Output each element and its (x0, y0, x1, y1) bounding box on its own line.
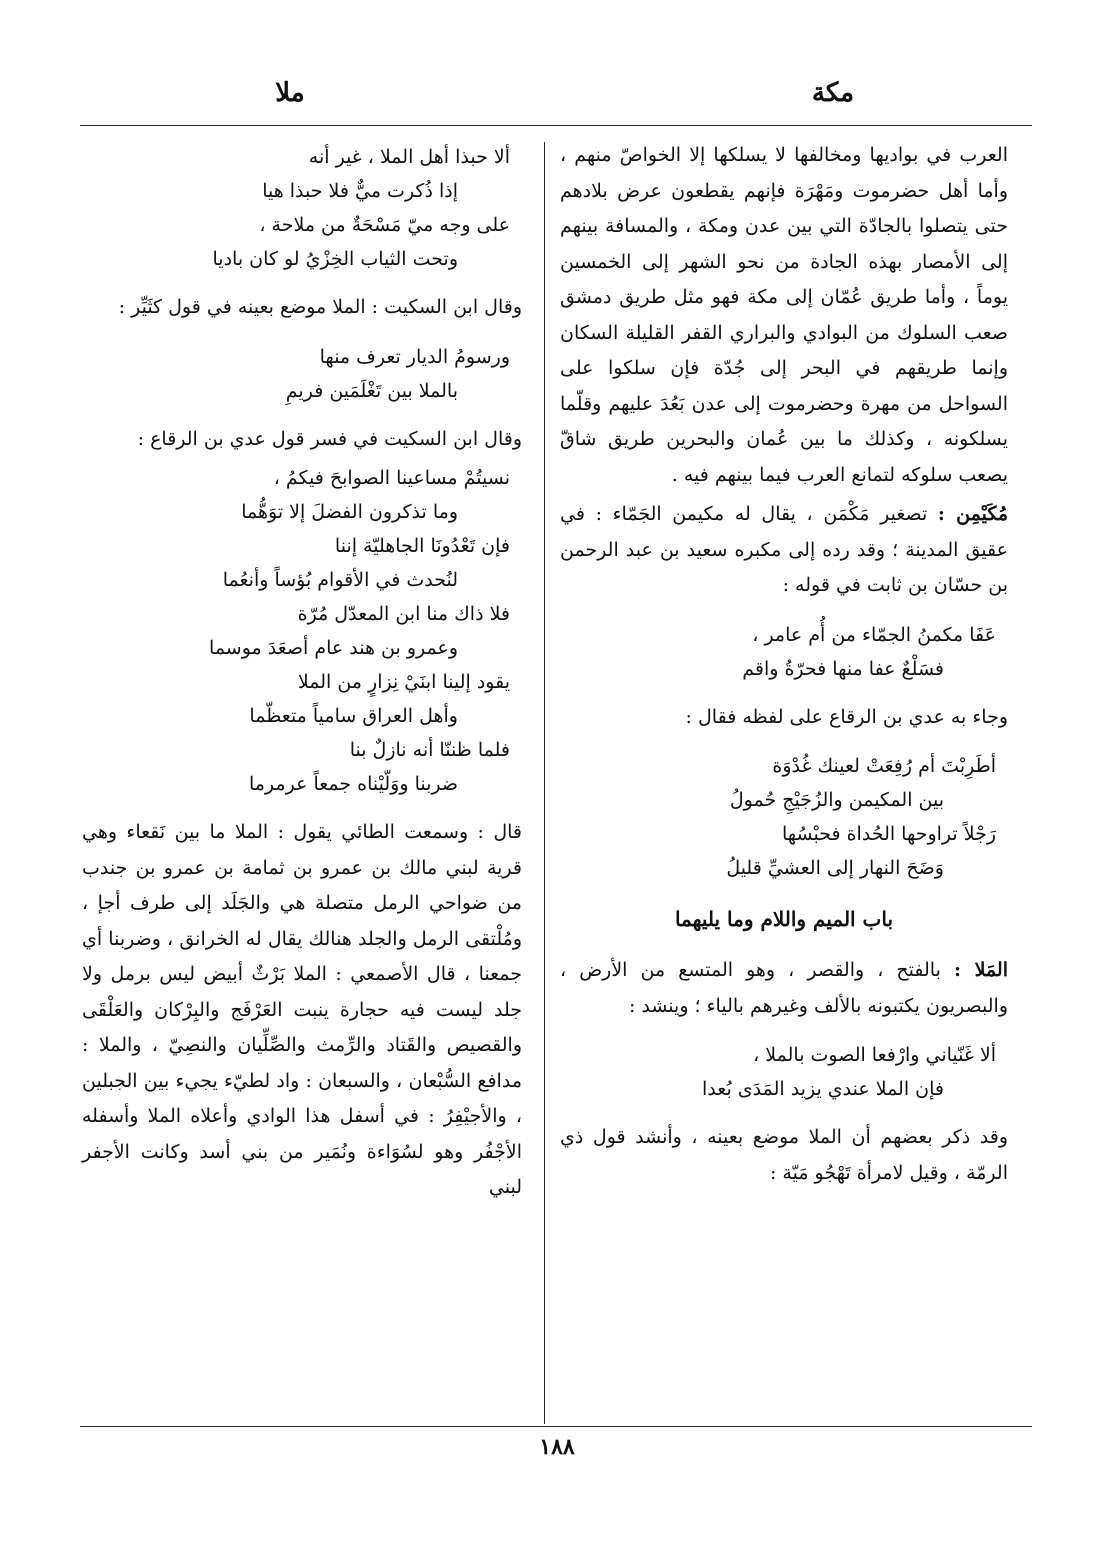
verse-line: فلا ذاك منا ابن المعدّل مُرّة (297, 603, 510, 625)
verse-3 (560, 1038, 1008, 1106)
column-divider (544, 142, 545, 1424)
entry-text-mukaymin-2: وجاء به عدي بن الرقاع على لفظه فقال : (685, 705, 1008, 728)
verse-1 (560, 618, 1008, 686)
verse-line: وَضَحَ النهار إلى العشيِّ قليلُ (726, 857, 944, 879)
ibn-sikkit-text-2: وقال ابن السكيت في فسر قول عدي بن الرقاع : (137, 427, 522, 450)
verse-line: على وجه ميّ مَسْحَةٌ من ملاحة ، (259, 214, 510, 236)
verse-line: وما تذكرون الفضلَ إلا توَهُّما (241, 501, 458, 523)
verse-line: رَجْلاً تراوحها الحُداة فحبْسُها (781, 823, 996, 845)
entry-almala (560, 953, 1008, 1024)
verse-line: فلما ظننّا أنه نازلٌ بنا (349, 739, 510, 761)
verse-4 (82, 140, 522, 276)
verse-line: ألا غَنّياني وارْفعا الصوت بالملا ، (753, 1044, 996, 1066)
entry-keyword-almala: المَلا : (953, 959, 1008, 981)
left-column (82, 138, 522, 1210)
verse-line: بين المكيمن والزُجَيْجِ حُمولُ (729, 789, 944, 811)
verse-line: لنُحدث في الأقوام بُؤساً وأنعُما (222, 569, 458, 591)
verse-line: وأهل العراق سامياً متعظّما (249, 705, 458, 727)
entry-text-almala-2: وقد ذكر بعضهم أن الملا موضع بعينه ، وأنشد قول ذي الرمّة ، وقيل لامرأة تَهْجُو مَيّة : (560, 1126, 1008, 1184)
running-header-left: ملا (275, 78, 305, 108)
verse-line: أطَرِبْتَ أم رُفِعَتْ لعينك غُدْوَة (772, 755, 996, 777)
page-number: ١٨٨ (539, 1434, 575, 1460)
right-column (560, 138, 1008, 1195)
verse-line: وتحت الثياب الخِزْيُ لو كان باديا (212, 248, 458, 270)
verse-line: وعمرو بن هند عام أصعَدَ موسما (209, 637, 458, 659)
verse-6 (82, 461, 522, 801)
verse-line: ضربنا ووَلّيْناه جمعاً عرمرما (248, 773, 458, 795)
verse-5 (82, 340, 522, 408)
entry-mukaymin (560, 497, 1008, 604)
footer-rule (80, 1426, 1032, 1427)
entry-keyword-mukaymin: مُكَيْمِن : (937, 503, 1008, 525)
verse-line: فسَلْعٌ عفا منها فحرّةُ واقم (742, 657, 944, 680)
verse-line: ورسومُ الديار تعرف منها (319, 345, 510, 368)
intro-paragraph: العرب في بواديها ومخالفها لا يسلكها إلا الخواصّ منهم ، وأما أهل حضرموت ومَهْرَة فإنهم يقطعون عرض بلادهم حتى يتصلوا بالجادّة التي بين عدن ومكة ، والمسافة بينهم إلى الأمصار بهذه الجادة من نحو الشهر إلى الخمسين يوماً ، وأما طريق عُمّان إلى مكة فهو مثل طريق دمشق صعب السلوك من البوادي والبراري القفر القليلة السكان وإنما طريقهم في البحر إلى جُدّة فإن سلكوا على السواحل من مهرة وحضرموت إلى عدن بَعُدَ عليهم وقلّما يسلكونه ، وكذلك ما بين عُمان والبحرين طريق شاقّ يصعب سلوكه لتمانع العرب فيما بينهم فيه . (560, 144, 1008, 486)
section-heading: باب الميم واللام وما يليهما (674, 907, 894, 931)
verse-line: عَفَا مكمنُ الجمّاء من أُم عامر ، (752, 623, 996, 646)
ibn-sikkit-text-1: وقال ابن السكيت : الملا موضع بعينه في قول كثَيِّر : (118, 296, 522, 318)
verse-line: نسيتُمْ مساعينا الصوابحَ فيكمُ ، (273, 467, 510, 489)
entry-text-mukaymin: تصغير مَكْمَن ، يقال له مكيمن الجَمّاء : في عقيق المدينة ؛ وقد رده إلى مكبره سعيد بن عبد الرحمن بن حسّان بن ثابت في قوله : (560, 503, 1008, 596)
verse-line: فإن تَعْدُونَا الجاهليّة إننا (334, 535, 510, 557)
verse-line: إذا ذُكرت ميٌّ فلا حبذا هيا (262, 180, 458, 202)
verse-line: بالملا بين تَغْلَمَين فريمِ (285, 379, 458, 402)
verse-line: فإن الملا عندي يزيد المَدَى بُعدا (702, 1078, 944, 1100)
running-header-right: مكة (811, 78, 855, 108)
entry-text-almala: بالفتح ، والقصر ، وهو المتسع من الأرض ، والبصريون يكتبونه بالألف وغيرهم بالياء ؛ وينشد : (560, 959, 1008, 1017)
verse-2 (560, 749, 1008, 885)
tai-quote-paragraph: قال : وسمعت الطائي يقول : الملا ما بين نَقعاء وهي قرية لبني مالك بن عمرو بن ثمامة بن عمرو بن جندب من ضواحي الرمل متصلة هي والجَلَد إلى طرف أجإ ، ومُلْتقى الرمل والجلد هنالك يقال له الخرانق ، وضربنا أي جمعنا ، قال الأصمعي : الملا بَرْثٌ أبيض ليس برمل ولا جلد ليست فيه حجارة ينبت العَرْفَج والبِرْكان والعَلْقَى والقصيص والقَتاد والرِّمث والصِّلِّيان والنصِيّ ، والملا : مدافع السُّبْعان ، والسبعان : واد لطيّء يجيء بين الجبلين ، والأجيْفِرُ : في أسفل هذا الوادي وأعلاه الملا وأسفله الأجْفُر وهو لسُوَاءة ونُمَير من بني أسد وكانت الأجفر لبني (82, 821, 522, 1198)
verse-line: يقود إلينا ابنَيْ نِزارٍ من الملا (297, 671, 510, 693)
header-rule (80, 125, 1032, 126)
verse-line: ألا حبذا أهل الملا ، غير أنه (308, 146, 510, 168)
